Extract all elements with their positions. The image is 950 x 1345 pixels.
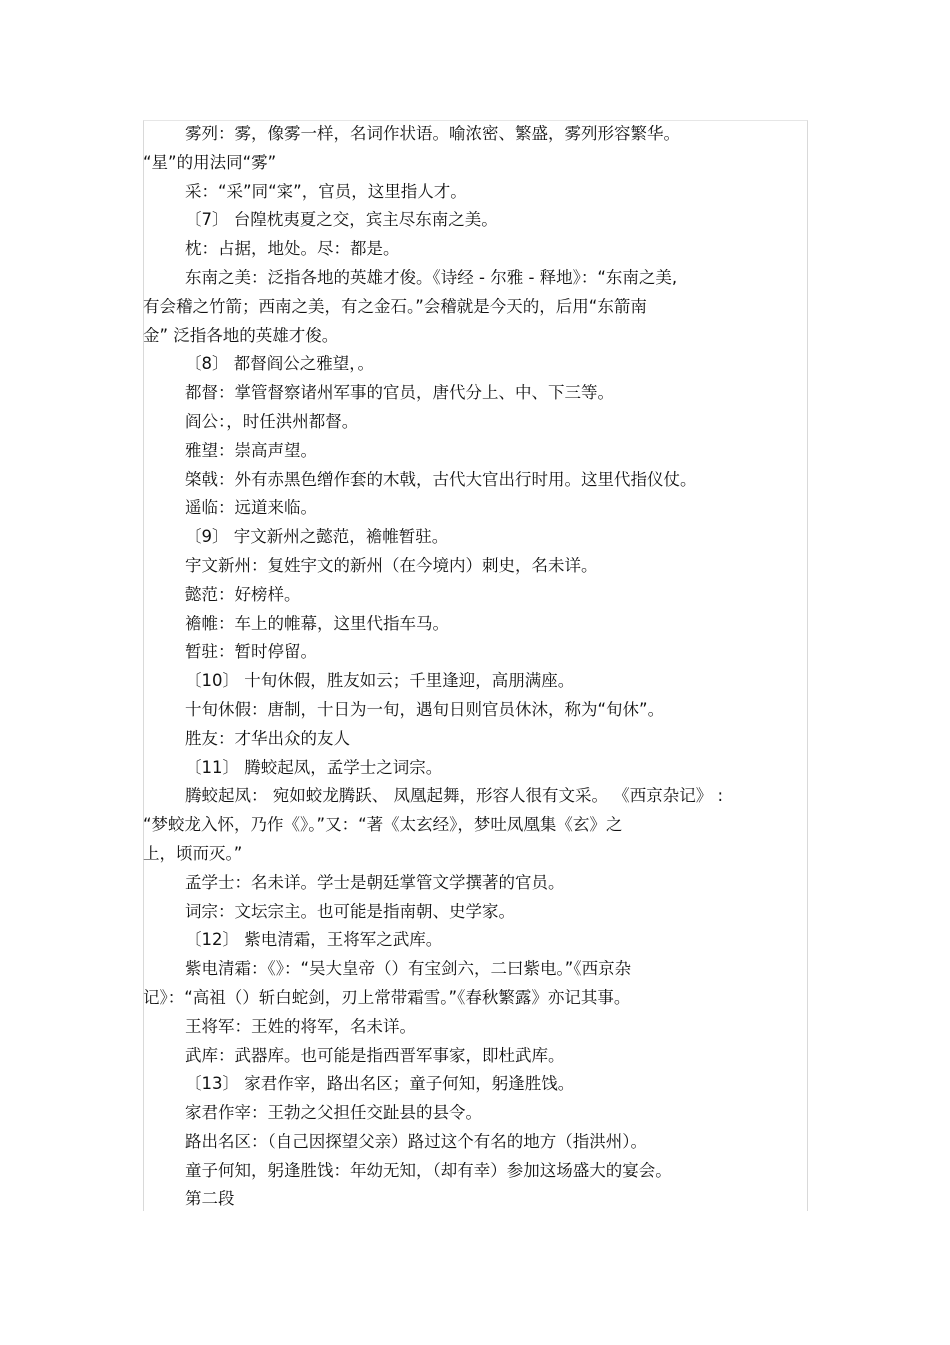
text-line: 童子何知，躬逢胜饯：年幼无知，（却有幸）参加这场盛大的宴会。 xyxy=(185,1160,672,1180)
text-line: 金” 泛指各地的英雄才俊。 xyxy=(143,325,339,345)
text-line: 〔12〕 紫电清霜，王将军之武库。 xyxy=(185,930,443,950)
text-line: 雅望：崇高声望。 xyxy=(185,440,317,460)
text-line: 〔9〕 宇文新州之懿范，襜帷暂驻。 xyxy=(185,527,449,547)
text-line: 腾蛟起凤： 宛如蛟龙腾跃、 凤凰起舞，形容人很有文采。 《西京杂记》 : xyxy=(185,786,724,806)
text-line: 雾列：雾，像雾一样，名词作状语。喻浓密、繁盛，雾列形容繁华。 xyxy=(185,124,680,143)
text-line: 紫电清霜：《》：“吴大皇帝（）有宝剑六，二曰紫电。”《西京杂 xyxy=(185,959,632,979)
text-line: 〔7〕 台隍枕夷夏之交，宾主尽东南之美。 xyxy=(185,210,498,230)
text-line: 记》：“高祖（）斩白蛇剑，刃上常带霜雪。”《春秋繁露》亦记其事。 xyxy=(143,987,631,1007)
text-line: 上，顷而灭。” xyxy=(143,843,243,863)
text-line: 暂驻：暂时停留。 xyxy=(185,642,317,662)
text-line: 武库：武器库。也可能是指西晋军事家，即杜武库。 xyxy=(185,1045,565,1065)
text-line: 〔8〕 都督阎公之雅望，。 xyxy=(185,354,374,374)
text-line: “梦蛟龙入怀，乃作《》。”又：“著《太玄经》，梦吐凤凰集《玄》之 xyxy=(143,815,623,835)
text-line: 采：“采”同“寀”，官员，这里指人才。 xyxy=(185,181,467,201)
text-line: 阎公：，时任洪州都督。 xyxy=(185,411,359,431)
text-line: 〔10〕 十旬休假，胜友如云；千里逢迎，高朋满座。 xyxy=(185,671,575,691)
text-line: 胜友：才华出众的友人 xyxy=(185,728,350,748)
text-line: 都督：掌管督察诸州军事的官员，唐代分上、中、下三等。 xyxy=(185,383,614,403)
text-line: 襜帷：车上的帷幕，这里代指车马。 xyxy=(185,613,449,633)
text-line: “星”的用法同“雾” xyxy=(143,152,277,172)
text-line: 宇文新州：复姓宇文的新州（在今境内）刺史，名未详。 xyxy=(185,555,598,575)
text-line: 路出名区：（自己因探望父亲）路过这个有名的地方（指洪州）。 xyxy=(185,1131,647,1151)
text-line: 棨戟：外有赤黑色缯作套的木戟，古代大官出行时用。这里代指仪仗。 xyxy=(185,469,697,489)
text-line: 遥临：远道来临。 xyxy=(185,498,317,518)
text-line: 〔11〕 腾蛟起凤，孟学士之词宗。 xyxy=(185,757,443,777)
document-body xyxy=(143,120,807,1214)
text-line: 王将军：王姓的将军，名未详。 xyxy=(185,1016,416,1036)
text-line: 〔13〕 家君作宰，路出名区；童子何知，躬逢胜饯。 xyxy=(185,1074,575,1094)
text-line: 孟学士：名未详。学士是朝廷掌管文学撰著的官员。 xyxy=(185,872,565,892)
text-line: 词宗：文坛宗主。也可能是指南朝、史学家。 xyxy=(185,901,515,921)
text-line: 家君作宰：王勃之父担任交趾县的县令。 xyxy=(185,1103,482,1123)
text-line: 十旬休假：唐制，十日为一旬，遇旬日则官员休沐，称为“旬休”。 xyxy=(185,699,665,719)
text-line: 东南之美：泛指各地的英雄才俊。《诗经 - 尔雅 - 释地》：“东南之美, xyxy=(185,267,678,287)
text-line: 有会稽之竹箭；西南之美，有之金石。”会稽就是今天的，后用“东箭南 xyxy=(143,296,647,316)
text-line: 枕：占据，地处。尽：都是。 xyxy=(185,239,400,259)
text-line: 懿范：好榜样。 xyxy=(185,584,301,604)
text-line: 第二段 xyxy=(185,1189,235,1209)
